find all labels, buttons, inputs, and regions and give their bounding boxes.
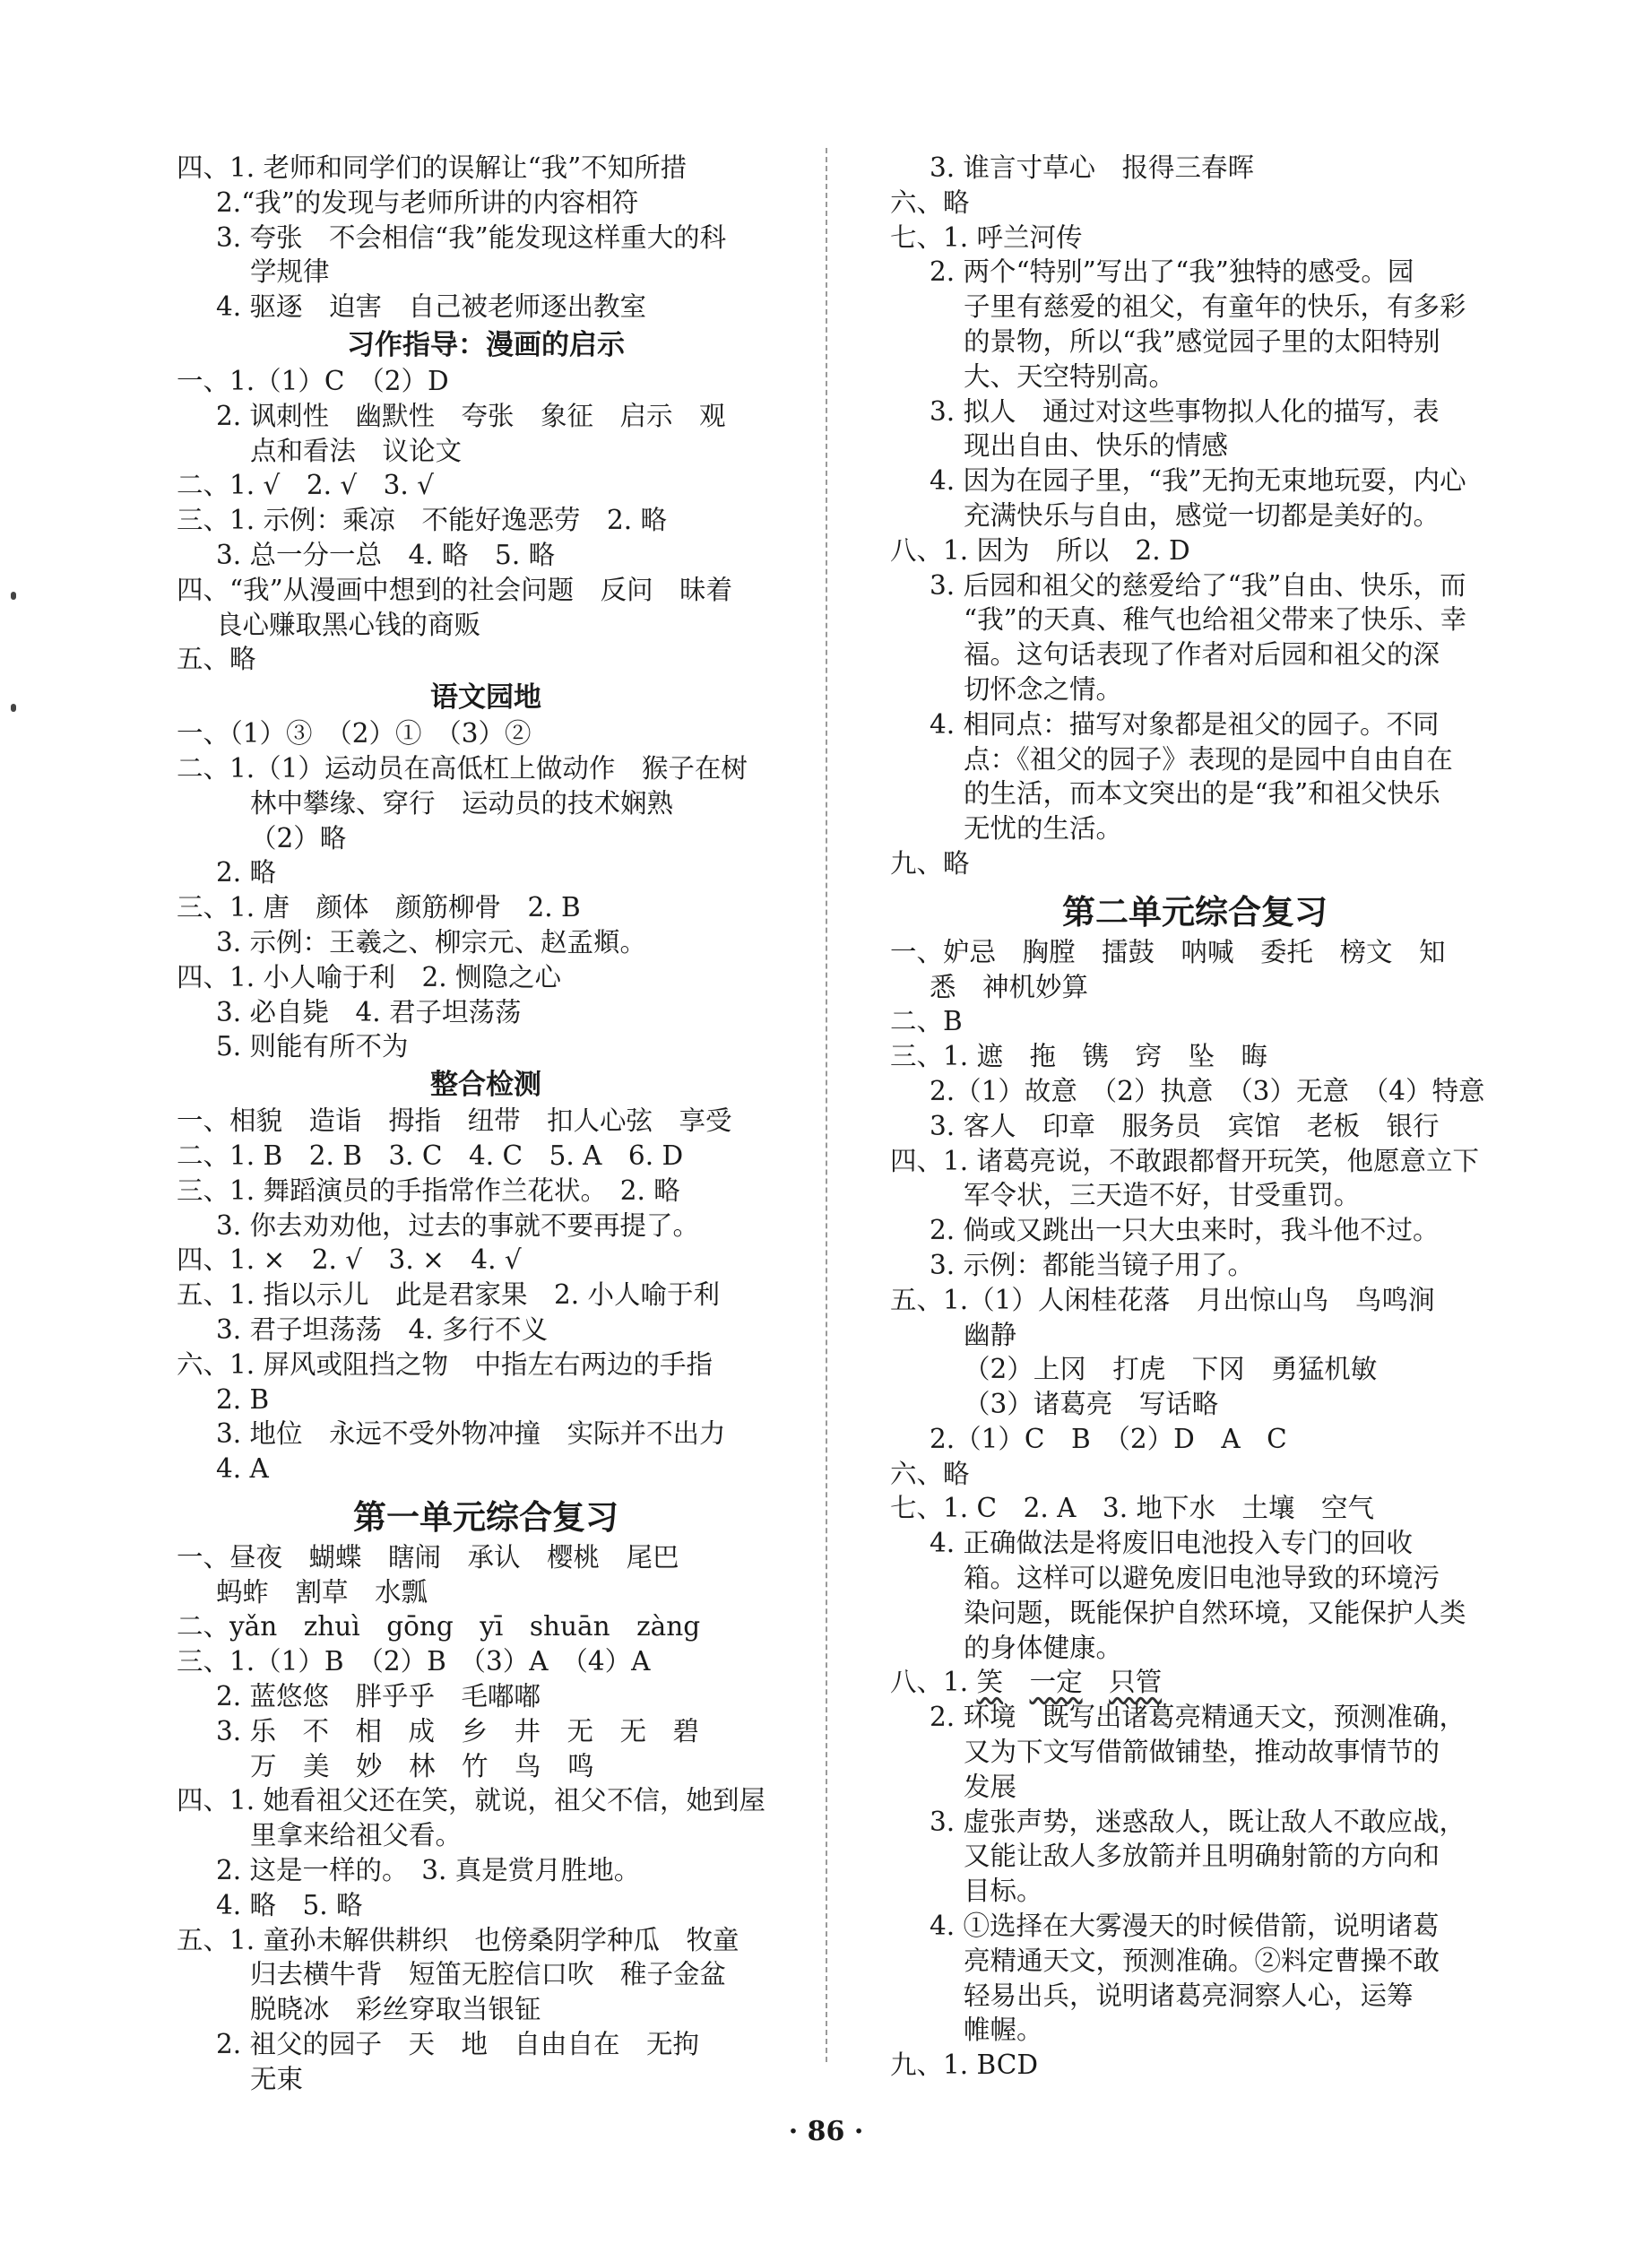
answer-line: 4. 驱逐 迫害 自己被老师逐出教室 <box>216 291 647 323</box>
answer-line: 3. 示例：都能当镜子用了。 <box>930 1249 1255 1280</box>
answer-line: 点和看法 议论文 <box>250 435 463 466</box>
answer-line: （2）上冈 打虎 下冈 勇猛机敏 <box>964 1354 1378 1385</box>
answer-line: 蚂蚱 割草 水瓢 <box>216 1576 428 1608</box>
page-number: · 86 · <box>788 2116 864 2147</box>
answer-line: 五、1.（1）人闲桂花落 月出惊山鸟 鸟鸣涧 <box>890 1284 1435 1315</box>
answer-line: 4. 正确做法是将废旧电池投入专门的回收 <box>930 1528 1414 1559</box>
answer-line: 悉 神机妙算 <box>930 971 1089 1002</box>
answer-line: 军令状，三天造不好，甘受重罚。 <box>964 1180 1361 1211</box>
answer-line: 一、昼夜 蝴蝶 瞎闹 承认 樱桃 尾巴 <box>177 1541 679 1573</box>
answer-line: 2. 倘或又跳出一只大虫来时，我斗他不过。 <box>930 1215 1440 1246</box>
answer-line: 3. 地位 永远不受外物冲撞 实际并不出力 <box>216 1418 726 1450</box>
answer-line: 2. 这是一样的。 3. 真是赏月胜地。 <box>216 1855 641 1886</box>
answer-line: 充满快乐与自由，感觉一切都是美好的。 <box>964 499 1440 531</box>
answer-line: 万 美 妙 林 竹 鸟 鸣 <box>250 1750 594 1781</box>
answer-line: 五、1. 童孙未解供耕织 也傍桑阴学种瓜 牧童 <box>177 1924 740 1955</box>
answer-line: 又能让敌人多放箭并且明确射箭的方向和 <box>964 1841 1440 1872</box>
answer-line: 福。这句话表现了作者对后园和祖父的深 <box>964 639 1440 671</box>
answer-line: 目标。 <box>964 1876 1043 1907</box>
section-heading: 习作指导：漫画的启示 <box>347 328 625 361</box>
answer-line: 五、1. 指以示儿 此是君家果 2. 小人喻于利 <box>177 1279 721 1311</box>
answer-line: 二、1.（1）运动员在高低杠上做动作 猴子在树 <box>177 752 748 784</box>
answer-line: 3. 示例：王羲之、柳宗元、赵孟頫。 <box>216 926 647 958</box>
answer-line: 的身体健康。 <box>964 1632 1123 1663</box>
section-heading: 第一单元综合复习 <box>353 1497 618 1537</box>
answer-line: 点：《祖父的园子》表现的是园中自由自在 <box>964 743 1453 775</box>
answer-line: 帷幄。 <box>964 2015 1043 2046</box>
answer-line: 良心赚取黑心钱的商贩 <box>216 609 481 640</box>
answer-line: 3. 后园和祖父的慈爱给了“我”自由、快乐，而 <box>930 569 1466 601</box>
answer-line: 四、1. × 2. √ 3. × 4. √ <box>177 1244 522 1276</box>
answer-line: 四、1. 诸葛亮说，不敢跟都督开玩笑，他愿意立下 <box>890 1145 1480 1176</box>
answer-line: 六、略 <box>890 186 970 218</box>
answer-line: 4. ①选择在大雾漫天的时候借箭，说明诸葛 <box>930 1911 1440 1942</box>
answer-line: 四、1. 小人喻于利 2. 恻隐之心 <box>177 961 562 992</box>
section-heading: 语文园地 <box>430 681 541 715</box>
section-heading: 整合检测 <box>430 1069 541 1102</box>
answer-line: 4. 因为在园子里，“我”无拘无束地玩耍，内心 <box>930 465 1466 497</box>
answer-line: 轻易出兵，说明诸葛亮洞察人心，运筹 <box>964 1980 1414 2011</box>
answer-line: 2. B <box>216 1383 270 1415</box>
answer-line: 3. 客人 印章 服务员 宾馆 老板 银行 <box>930 1110 1440 1141</box>
answer-line: 2.（1）C B （2）D A C <box>930 1423 1287 1454</box>
answer-line: 2. 环境 既写出诸葛亮精通天文，预测准确， <box>930 1702 1466 1733</box>
answer-line: 一、妒忌 胸膛 擂鼓 呐喊 委托 榜文 知 <box>890 936 1446 967</box>
answer-line: 3. 拟人 通过对这些事物拟人化的描写，表 <box>930 395 1440 427</box>
answer-line: 无忧的生活。 <box>964 813 1123 845</box>
answer-line: 3. 总一分一总 4. 略 5. 略 <box>216 539 556 570</box>
answer-line: 2. 两个“特别”写出了“我”独特的感受。园 <box>930 256 1414 288</box>
answer-line: 一、1.（1）C （2）D <box>177 365 449 396</box>
answer-line: 脱晓冰 彩丝穿取当银钲 <box>250 1994 541 2025</box>
answer-line: 5. 则能有所不为 <box>216 1031 409 1062</box>
answer-line: 三、1. 舞蹈演员的手指常作兰花状。 2. 略 <box>177 1174 680 1206</box>
answer-line: 3. 你去劝劝他，过去的事就不要再提了。 <box>216 1209 700 1241</box>
answer-line: 箱。这样可以避免废旧电池导致的环境污 <box>964 1563 1440 1594</box>
answer-line: 染问题，既能保护自然环境，又能保护人类 <box>964 1597 1466 1628</box>
answer-line: 3. 夸张 不会相信“我”能发现这样重大的科 <box>216 221 727 253</box>
scan-mark <box>11 592 16 600</box>
answer-line: 4. 略 5. 略 <box>216 1889 363 1920</box>
answer-line: 3. 乐 不 相 成 乡 井 无 无 碧 <box>216 1715 700 1746</box>
answer-line: 四、“我”从漫画中想到的社会问题 反问 昧着 <box>177 574 733 605</box>
answer-line: 七、1. 呼兰河传 <box>890 221 1083 253</box>
answer-line: 七、1. C 2. A 3. 地下水 土壤 空气 <box>890 1493 1374 1524</box>
answer-line: 亮精通天文，预测准确。②料定曹操不敢 <box>964 1945 1440 1976</box>
answer-line: 的景物，所以“我”感觉园子里的太阳特别 <box>964 325 1440 357</box>
answer-line: 又为下文写借箭做铺垫，推动故事情节的 <box>964 1737 1440 1768</box>
answer-line: 现出自由、快乐的情感 <box>964 430 1229 462</box>
answer-line: 4. 相同点：描写对象都是祖父的园子。不同 <box>930 708 1440 740</box>
answer-line: 的生活，而本文突出的是“我”和祖父快乐 <box>964 778 1440 810</box>
answer-line: 三、1. 示例：乘凉 不能好逸恶劳 2. 略 <box>177 505 668 536</box>
answer-line: 3. 君子坦荡荡 4. 多行不义 <box>216 1313 549 1345</box>
answer-line: 三、1. 唐 颜体 颜筋柳骨 2. B <box>177 892 581 923</box>
left-column <box>177 151 795 2097</box>
answer-line: 2. 讽刺性 幽默性 夸张 象征 启示 观 <box>216 400 726 431</box>
answer-line: 六、略 <box>890 1458 970 1489</box>
answer-line: 三、1. 遮 拖 镌 窍 坠 晦 <box>890 1041 1268 1072</box>
answer-line: 2. 祖父的园子 天 地 自由自在 无拘 <box>216 2029 700 2060</box>
answer-line: 切怀念之情。 <box>964 673 1123 705</box>
answer-line: （2）略 <box>250 822 347 854</box>
answer-line: 4. A <box>216 1453 269 1485</box>
answer-line: 二、1. B 2. B 3. C 4. C 5. A 6. D <box>177 1140 684 1171</box>
answer-line: 学规律 <box>250 256 330 288</box>
answer-line: 六、1. 屏风或阻挡之物 中指左右两边的手指 <box>177 1348 714 1380</box>
answer-line: 八、1. 笑 一定 只管 <box>890 1667 1163 1698</box>
answer-line: 3. 谁言寸草心 报得三春晖 <box>930 152 1255 183</box>
section-heading: 第二单元综合复习 <box>1062 892 1328 932</box>
answer-line: 二、yǎn zhuì gōng yī shuān zàng <box>177 1611 701 1642</box>
answer-line: 3. 必自毙 4. 君子坦荡荡 <box>216 996 522 1027</box>
answer-line: 2. 蓝悠悠 胖乎乎 毛嘟嘟 <box>216 1681 541 1712</box>
answer-line: 三、1.（1）B （2）B （3）A （4）A <box>177 1646 651 1677</box>
answer-line: 九、略 <box>890 847 970 879</box>
answer-line: 二、B <box>890 1006 963 1037</box>
answer-line: “我”的天真、稚气也给祖父带来了快乐、幸 <box>964 604 1467 636</box>
answer-line: 四、1. 她看祖父还在笑，就说，祖父不信，她到屋 <box>177 1785 766 1816</box>
answer-line: 五、略 <box>177 644 256 675</box>
answer-line: 2.“我”的发现与老师所讲的内容相符 <box>216 186 639 218</box>
scan-mark <box>11 704 16 712</box>
answer-line: 一、（1）③ （2）① （3）② <box>177 718 532 750</box>
answer-line: 发展 <box>964 1771 1017 1802</box>
answer-line: 3. 虚张声势，迷惑敌人，既让敌人不敢应战， <box>930 1806 1466 1837</box>
answer-line: 四、1. 老师和同学们的误解让“我”不知所措 <box>177 152 688 183</box>
answer-line: 二、1. √ 2. √ 3. √ <box>177 470 434 501</box>
answer-line: 归去横牛背 短笛无腔信口吹 稚子金盆 <box>250 1959 727 1990</box>
answer-line: 幽静 <box>964 1319 1017 1350</box>
answer-line: 2. 略 <box>216 857 277 888</box>
answer-line: 2.（1）故意 （2）执意 （3）无意 （4）特意 <box>930 1075 1485 1106</box>
answer-line: 八、1. 因为 所以 2. D <box>890 534 1190 566</box>
answer-line: 大、天空特别高。 <box>964 360 1176 392</box>
answer-line: 子里有慈爱的祖父，有童年的快乐，有多彩 <box>964 291 1466 323</box>
answer-line: （3）诸葛亮 写话略 <box>964 1389 1219 1420</box>
answer-line: 一、相貌 造诣 拇指 纽带 扣人心弦 享受 <box>177 1105 732 1137</box>
answer-line: 里拿来给祖父看。 <box>250 1820 463 1851</box>
right-column <box>890 151 1500 2083</box>
answer-line: 无束 <box>250 2063 304 2094</box>
answer-line: 九、1. BCD <box>890 2050 1038 2081</box>
column-divider <box>826 148 827 2062</box>
answer-line: 林中攀缘、穿行 运动员的技术娴熟 <box>250 787 674 819</box>
